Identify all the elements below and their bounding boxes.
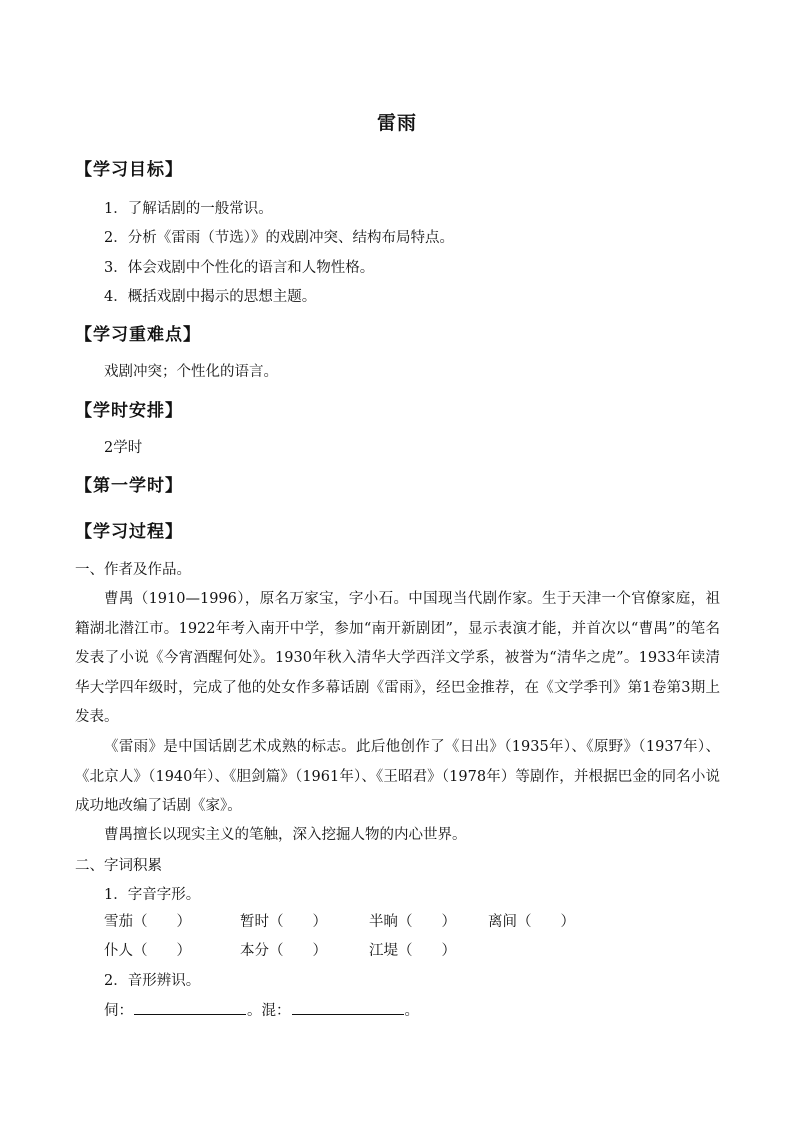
- key-points-heading: 【学习重难点】: [75, 325, 201, 345]
- process-heading: 【学习过程】: [75, 522, 183, 542]
- vocab-item: 江堤（ ）: [369, 943, 456, 959]
- objective-item-3: 3．体会戏剧中个性化的语言和人物性格。: [104, 260, 375, 276]
- author-paragraph-2: 《雷雨》是中国话剧艺术成熟的标志。此后他创作了《日出》（1935年）、《原野》（1937年）、《北京人》（1940年）、《胆剑篇》（1961年）、《王昭君》（1978年）等剧作，并根据巴金的同名小说成功地改编了话剧《家》。: [75, 739, 720, 814]
- section-author-title: 一、作者及作品。: [75, 562, 191, 578]
- schedule-heading: 【学时安排】: [75, 401, 183, 421]
- vocab-item: 本分（ ）: [240, 943, 327, 959]
- vocab-q1-title: 1．字音字形。: [104, 887, 201, 903]
- q2-label-a: 伺：: [104, 1003, 133, 1019]
- q2-end: 。: [404, 1003, 419, 1019]
- objectives-heading: 【学习目标】: [75, 160, 183, 180]
- objective-item-2: 2．分析《雷雨（节选）》的戏剧冲突、结构布局特点。: [104, 230, 454, 246]
- vocab-item: 半晌（ ）: [369, 914, 456, 930]
- author-paragraph-3: 曹禺擅长以现实主义的笔触，深入挖掘人物的内心世界。: [104, 827, 467, 843]
- vocab-item: 离间（ ）: [488, 914, 575, 930]
- answer-blank-1[interactable]: [134, 1000, 246, 1015]
- schedule-text: 2学时: [104, 440, 143, 456]
- vocab-item: 雪茄（ ）: [104, 914, 191, 930]
- section-vocab-title: 二、字词积累: [75, 858, 162, 874]
- key-points-text: 戏剧冲突；个性化的语言。: [104, 364, 278, 380]
- vocab-item: 暂时（ ）: [240, 914, 327, 930]
- document-title: 雷雨: [376, 112, 417, 134]
- author-paragraph-1: 曹禺（1910—1996），原名万家宝，字小石。中国现当代剧作家。生于天津一个官僚家庭，祖籍湖北潜江市。1922年考入南开中学，参加“南开新剧团”，显示表演才能，并首次以“曹禺”的笔名发表了小说《今宵酒醒何处》。1930年秋入清华大学西洋文学系，被誉为“清华之虎”。1933年读清华大学四年级时，完成了他的处女作多幕话剧《雷雨》，经巴金推荐，在《文学季刊》第1卷第3期上发表。: [75, 591, 720, 725]
- vocab-q2-line: [104, 1000, 419, 1021]
- first-period-heading: 【第一学时】: [75, 476, 183, 496]
- objective-item-4: 4．概括戏剧中揭示的思想主题。: [104, 289, 317, 305]
- vocab-item: 仆人（ ）: [104, 943, 191, 959]
- vocab-q2-title: 2．音形辨识。: [104, 973, 201, 989]
- answer-blank-2[interactable]: [292, 1000, 404, 1015]
- objective-item-1: 1．了解话剧的一般常识。: [104, 201, 273, 217]
- q2-label-b: 。混：: [247, 1003, 291, 1019]
